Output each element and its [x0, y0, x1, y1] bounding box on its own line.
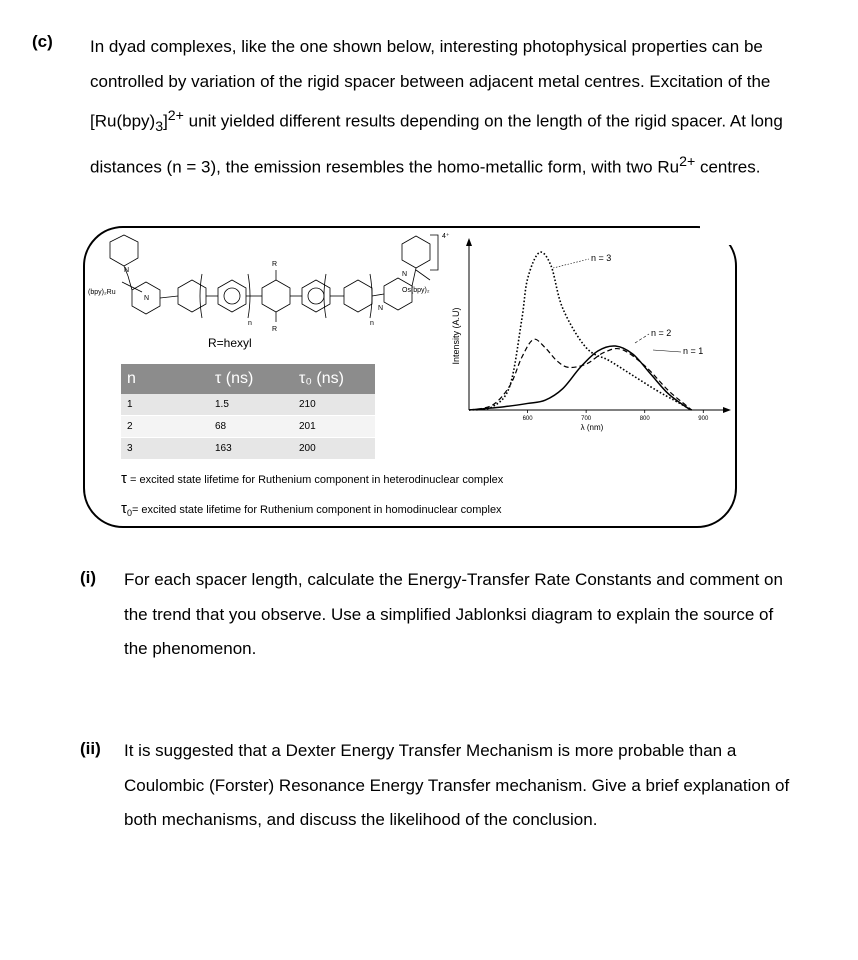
table-cell: 200 — [293, 438, 375, 460]
tau0-legend-text: = excited state lifetime for Ruthenium component in homodinuclear complex — [131, 504, 502, 516]
x-axis-label: λ (nm) — [580, 423, 604, 432]
intro-paragraph — [90, 30, 790, 185]
repeat-n-1: n — [248, 320, 252, 327]
x-tick-label: 700 — [581, 416, 592, 422]
intro-text-3: unit yielded different results depending on the length of the rigid spacer. At long distances (n = 3), the emission resembles the homo-metallic form, with two Ru — [90, 111, 783, 177]
question-ii-text: It is suggested that a Dexter Energy Transfer Mechanism is more probable than a Coulombic (Forster) Resonance Energy Transfer mechanism. Give a brief explanation of both mechanisms, and discuss the likelihood of the conclusion. — [124, 741, 790, 829]
series-label-n2: n = 2 — [651, 328, 672, 338]
table-row — [121, 416, 375, 438]
series-line-n1 — [469, 346, 692, 410]
table-row — [121, 394, 375, 416]
table-cell: 201 — [293, 416, 375, 438]
n3-leader — [553, 259, 589, 268]
table-cell: 210 — [293, 394, 375, 416]
tau-legend-text: = excited state lifetime for Ruthenium component in heterodinuclear complex — [126, 474, 504, 486]
part-label: (c) — [32, 32, 53, 51]
left-metal-label: (bpy)₂Ru — [88, 289, 116, 296]
intro-subscript: 3 — [155, 119, 164, 136]
r-definition: R=hexyl — [208, 336, 252, 350]
question-ii-label: (ii) — [80, 739, 101, 758]
emission-chart — [445, 226, 735, 436]
intro-superscript-2: 2+ — [679, 153, 696, 170]
r-group-top: R — [272, 261, 278, 268]
n-atom-4: N — [378, 305, 384, 312]
intro-text-2: ] — [163, 111, 168, 131]
lifetime-table — [121, 364, 375, 460]
x-tick-label: 900 — [698, 416, 709, 422]
table-cell: 1.5 — [209, 394, 293, 416]
tau0-subscript: 0 — [126, 508, 132, 519]
tau-symbol: τ — [121, 470, 127, 487]
table-cell: 1 — [121, 394, 209, 416]
x-tick-label: 800 — [639, 416, 650, 422]
y-axis-label: Intensity (A.U) — [451, 307, 461, 365]
header-tau0: τ₀ (ns) — [293, 364, 375, 394]
n-atom-1: N — [124, 267, 130, 274]
question-i-text: For each spacer length, calculate the Energy-Transfer Rate Constants and comment on the trend that you observe. Use a simplified Jablonksi diagram to explain the source of the phenomenon. — [124, 570, 783, 658]
tau0-legend — [121, 500, 502, 518]
tau-legend — [121, 470, 503, 487]
y-axis-arrow — [466, 238, 472, 246]
question-i-label: (i) — [80, 568, 97, 587]
series-label-n3: n = 3 — [591, 253, 612, 263]
n2-leader — [635, 334, 649, 343]
right-metal-label: Os(bpy)₂ — [402, 287, 430, 294]
dyad-structure — [86, 230, 466, 365]
n-atom-3: N — [402, 271, 408, 278]
intro-text-1: In dyad complexes, like the one shown below, interesting photophysical properties can be controlled by variation of the rigid spacer between adjacent metal centres. Excitation of the [Ru(bpy) — [90, 37, 771, 131]
tau0-symbol: τ — [121, 500, 127, 517]
table-cell: 163 — [209, 438, 293, 460]
table-row — [121, 438, 375, 460]
r-group-bottom: R — [272, 326, 278, 333]
series-label-n1: n = 1 — [683, 346, 704, 356]
n1-leader — [653, 350, 681, 352]
header-n: n — [121, 364, 209, 394]
n-atom-2: N — [144, 295, 150, 302]
intro-text-4: centres. — [695, 157, 761, 177]
charge-label: 4⁺ — [442, 233, 450, 240]
table-cell: 2 — [121, 416, 209, 438]
table-cell: 3 — [121, 438, 209, 460]
table-cell: 68 — [209, 416, 293, 438]
x-tick-label: 600 — [522, 416, 533, 422]
header-tau: τ (ns) — [209, 364, 293, 394]
repeat-n-2: n — [370, 320, 374, 327]
intro-superscript-1: 2+ — [167, 108, 184, 124]
x-axis-arrow — [723, 407, 731, 413]
table-header-row — [121, 364, 375, 394]
